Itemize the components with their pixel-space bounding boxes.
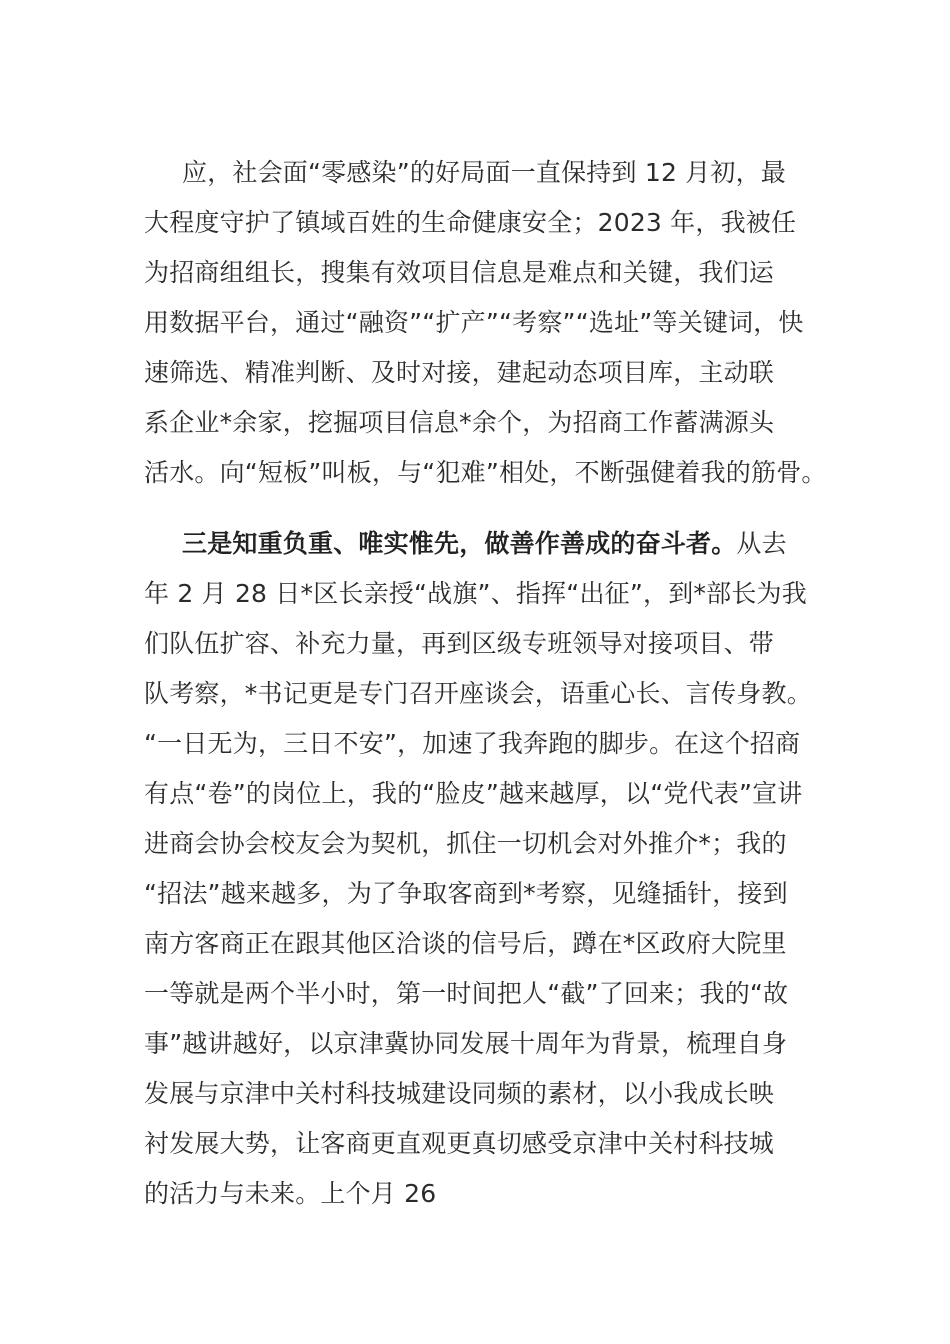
paragraph-2-line: 的活力与未来。上个月 26 (144, 1179, 437, 1208)
paragraph-2-first-line-rest: 从去 (736, 529, 787, 558)
paragraph-1-line: 活水。向“短板”叫板，与“犯难”相处，不断强健着我的筋骨。 (144, 458, 827, 487)
paragraph-1-line: 为招商组组长，搜集有效项目信息是难点和关键，我们运 (144, 258, 775, 287)
paragraph-2-line: 们队伍扩容、补充力量，再到区级专班领导对接项目、带 (144, 629, 775, 658)
paragraph-2-line: “一日无为，三日不安”，加速了我奔跑的脚步。在这个招商 (144, 729, 801, 758)
paragraph-2-line: 年 2 月 28 日*区长亲授“战旗”、指挥“出征”，到*部长为我 (144, 579, 807, 608)
paragraph-2-line: 发展与京津中关村科技城建设同频的素材，以小我成长映 (144, 1079, 775, 1108)
paragraph-2-line: 进商会协会校友会为契机，抓住一切机会对外推介*；我的 (144, 829, 787, 858)
paragraph-2-line: 一等就是两个半小时，第一时间把人“截”了回来；我的“故 (144, 979, 789, 1008)
paragraph-1-line: 大程度守护了镇域百姓的生命健康安全；2023 年，我被任 (144, 208, 797, 237)
paragraph-1-line: 应，社会面“零感染”的好局面一直保持到 12 月初，最 (182, 158, 787, 187)
paragraph-1-line: 系企业*余家，挖掘项目信息*余个，为招商工作蓄满源头 (144, 408, 775, 437)
paragraph-2-line: 事”越讲越好，以京津冀协同发展十周年为背景，梳理自身 (144, 1029, 788, 1058)
paragraph-1-line: 速筛选、精准判断、及时对接，建起动态项目库，主动联 (144, 358, 775, 387)
paragraph-2-line: 南方客商正在跟其他区洽谈的信号后，蹲在*区政府大院里 (144, 929, 787, 958)
paragraph-2-first-line (182, 519, 787, 569)
paragraph-2-heading: 三是知重负重、唯实惟先，做善作善成的奋斗者。 (182, 529, 737, 558)
paragraph-1-line: 用数据平台，通过“融资”“扩产”“考察”“选址”等关键词，快 (144, 308, 804, 337)
paragraph-2-line: 队考察，*书记更是专门召开座谈会，语重心长、言传身教。 (144, 679, 812, 708)
paragraph-2-line: 有点“卷”的岗位上，我的“脸皮”越来越厚，以“党代表”宣讲 (144, 779, 803, 808)
paragraph-2-line: “招法”越来越多，为了争取客商到*考察，见缝插针，接到 (144, 879, 788, 908)
paragraph-2-line: 衬发展大势，让客商更直观更真切感受京津中关村科技城 (144, 1129, 775, 1158)
